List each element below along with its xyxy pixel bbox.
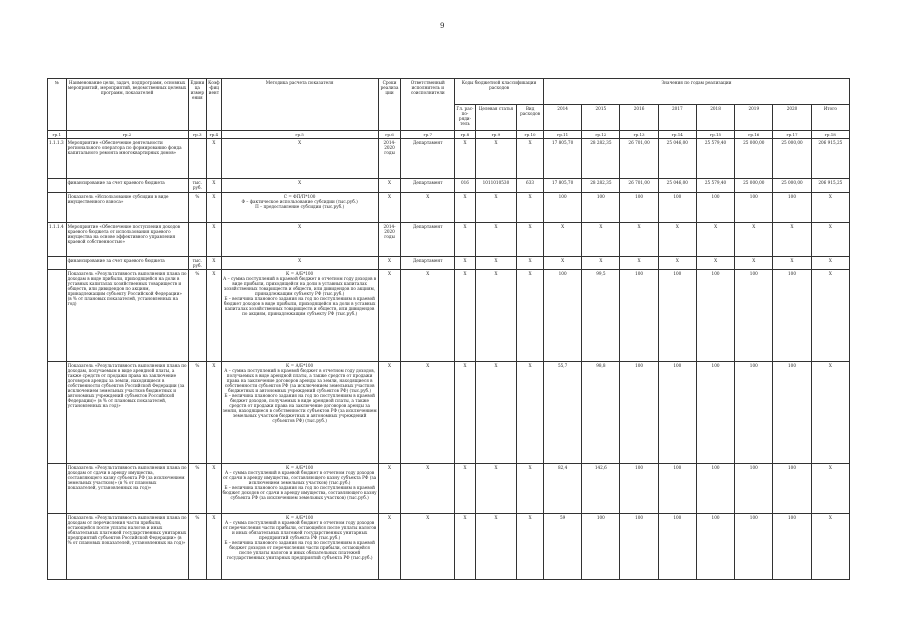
table-row [48, 139, 850, 179]
row-method: С = ФП/П*100 Ф – фактическое использование субсидии (тыс.руб.) П – предоставление субсидии (тыс.руб.) [221, 193, 378, 223]
row-method: X [221, 179, 378, 193]
row-method: К = А/Б*100 А – сумма поступлений в краевой бюджет в отчетном году доходов, получаемых в виде арендной платы, а также средств от продажи права на заключение договоров аренды за земли, находящиеся в собственности субъектов РФ (за исключением земельных участков бюджетных и автономных учреждений субъектов РФ) (тыс.руб.) Б – величина планового задания на год по поступлениям в краевой бюджет доходов, получаемых в виде арендной платы, а также средств от продажи права на заключение договоров аренды за земли, находящиеся в собственности субъектов РФ (за исключением земельных участков бюджетных и автономных учреждений субъектов РФ) (тыс.руб.) [221, 362, 378, 464]
row-coef: X [207, 464, 221, 514]
row-unit [188, 223, 207, 257]
row-value: 59 [544, 514, 582, 580]
row-value: X [658, 223, 696, 257]
row-period: X [378, 464, 401, 514]
row-value: X [544, 223, 582, 257]
header-year: 2018 [696, 105, 734, 131]
row-executor: Департамент [401, 179, 455, 193]
row-value: 100 [696, 362, 734, 464]
row-value: 100 [544, 270, 582, 362]
row-value: 100 [735, 270, 773, 362]
row-num [48, 362, 67, 464]
column-index-cell: гр.11 [544, 131, 582, 139]
row-executor: X [401, 514, 455, 580]
row-code: X [475, 362, 516, 464]
row-executor: X [401, 464, 455, 514]
row-code: X [455, 257, 476, 270]
row-value: 17 805,70 [544, 179, 582, 193]
row-value: 100 [620, 193, 658, 223]
row-coef: X [207, 362, 221, 464]
row-value: X [811, 257, 849, 270]
row-value: 26 701,00 [620, 139, 658, 179]
column-index-row [48, 131, 850, 139]
row-coef: X [207, 514, 221, 580]
table-row [48, 179, 850, 193]
row-num [48, 193, 67, 223]
row-value: 100 [620, 362, 658, 464]
header-period: Сроки реализации [378, 79, 401, 131]
row-method: X [221, 257, 378, 270]
row-code: X [455, 464, 476, 514]
column-index-cell: гр.12 [582, 131, 620, 139]
column-index-cell: гр.9 [475, 131, 516, 139]
row-code: X [475, 193, 516, 223]
row-name: Показатель «Результативность выполнения плана по доходам от перечисления части прибыли, остающейся после уплаты налогов и иных обязательных платежей государственных унитарных предприятий субъектов Российской Федерации» (в % от плановых показателей, установленных на год)» [66, 514, 188, 580]
header-values: Значения по годам реализации [544, 79, 850, 105]
row-unit: % [188, 464, 207, 514]
row-value: 100 [735, 362, 773, 464]
row-method: К = А/Б*100 А – сумма поступлений в краевой бюджет в отчетном году доходов от перечисления части прибыли, остающейся после уплаты налогов и иных обязательных платежей государственных унитарных предприятий субъекта РФ (тыс.руб.) Б – величина планового задания на год по поступлениям в краевой бюджет доходов от перечисления части прибыли, остающейся после уплаты налогов и иных обязательных платежей государственных унитарных предприятий субъекта РФ (тыс.руб.) [221, 514, 378, 580]
header-name: Наименование цели, задач, подпрограмм, основных мероприятий, мероприятий, ведомственных целевых программ, показателей [66, 79, 188, 131]
row-value: 206 915,25 [811, 179, 849, 193]
row-code: 016 [455, 179, 476, 193]
table-row [48, 464, 850, 514]
row-coef: X [207, 257, 221, 270]
row-code: X [475, 270, 516, 362]
row-value: 82,4 [544, 464, 582, 514]
header-year: 2017 [658, 105, 696, 131]
row-name: Показатель «Результативность выполнения плана по доходам в виде прибыли, приходящейся на доли в уставных капиталах хозяйственных товариществ и обществ, или дивидендов по акциям, принадлежащим субъекту Российской Федерации» (в % от плановых показателей, установленных на год) [66, 270, 188, 362]
column-index-cell: гр.7 [401, 131, 455, 139]
row-num [48, 514, 67, 580]
header-year: Итого [811, 105, 849, 131]
row-code: X [475, 464, 516, 514]
row-value: X [811, 193, 849, 223]
table-row [48, 223, 850, 257]
row-code: X [517, 464, 544, 514]
header-codes: Коды бюджетной классификации расходов [455, 79, 544, 105]
row-value: 25 579,40 [696, 139, 734, 179]
row-method: X [221, 223, 378, 257]
column-index-cell: гр.18 [811, 131, 849, 139]
row-method: К = А/Б*100 А – сумма поступлений в краевой бюджет в отчетном году доходов в виде прибыли, приходящейся на доли в уставных капиталах хозяйственных товариществ и обществ, или дивидендов по акциям, принадлежащим субъекту РФ (тыс.руб.) Б – величина планового задания на год по поступлениям в краевой бюджет доходов в виде прибыли, приходящейся на доли в уставных капиталах хозяйственных товариществ и обществ, или дивидендов по акциям, принадлежащим субъекту РФ (тыс.руб.) [221, 270, 378, 362]
row-name: Мероприятие «Обеспечение деятельности регионального оператора по формированию фонда капитального ремонта многоквартирных домов» [66, 139, 188, 179]
row-code: X [455, 193, 476, 223]
row-value: 100 [620, 464, 658, 514]
table-row [48, 193, 850, 223]
column-index-cell: гр.16 [735, 131, 773, 139]
header-year: 2015 [582, 105, 620, 131]
row-unit: % [188, 362, 207, 464]
column-index-cell: гр.17 [773, 131, 811, 139]
row-value: 100 [735, 464, 773, 514]
row-coef: X [207, 193, 221, 223]
header-coef: Коэф-фициент [207, 79, 221, 131]
row-coef: X [207, 270, 221, 362]
row-code: 1011010530 [475, 179, 516, 193]
row-num: 1.1.1.3 [48, 139, 67, 179]
column-index-cell: гр.8 [455, 131, 476, 139]
row-value: X [773, 257, 811, 270]
row-value: 100 [658, 270, 696, 362]
column-index-cell: гр.10 [517, 131, 544, 139]
row-code: X [455, 362, 476, 464]
row-name: Показатель «Использование субсидии в виде имущественного взноса» [66, 193, 188, 223]
row-value: 100 [658, 464, 696, 514]
table-body [48, 79, 850, 580]
row-value: 26 701,00 [620, 179, 658, 193]
row-value: 25 000,00 [773, 179, 811, 193]
row-method: X [221, 139, 378, 179]
row-period: X [378, 193, 401, 223]
row-unit: % [188, 514, 207, 580]
row-name: Показатель «Результативность выполнения плана по доходам от сдачи в аренду имущества, составляющего казну субъекта РФ (за исключением земельных участков)» (в % от плановых показателей, установленных на год)» [66, 464, 188, 514]
row-value: 100 [582, 514, 620, 580]
row-value: 100 [735, 193, 773, 223]
page-number: 9 [440, 22, 445, 30]
row-num [48, 464, 67, 514]
row-value: 99,5 [582, 270, 620, 362]
row-value: 100 [735, 514, 773, 580]
column-index-cell: гр.15 [696, 131, 734, 139]
row-unit: тыс. руб. [188, 257, 207, 270]
row-value: X [620, 223, 658, 257]
row-value: 25 579,40 [696, 179, 734, 193]
row-name: финансирование за счет краевого бюджета [66, 257, 188, 270]
row-name: финансирование за счет краевого бюджета [66, 179, 188, 193]
row-unit: тыс. руб. [188, 179, 207, 193]
header-year: 2014 [544, 105, 582, 131]
table-row [48, 257, 850, 270]
row-value: X [811, 514, 849, 580]
row-code: X [455, 270, 476, 362]
row-value: 100 [773, 270, 811, 362]
row-code: 633 [517, 179, 544, 193]
row-code: X [517, 139, 544, 179]
row-code: X [517, 362, 544, 464]
row-value: 100 [658, 514, 696, 580]
row-period: X [378, 270, 401, 362]
row-value: X [735, 257, 773, 270]
row-period: 2014-2020 годы [378, 139, 401, 179]
row-value: 25 000,00 [735, 139, 773, 179]
header-year: 2016 [620, 105, 658, 131]
program-table [47, 78, 850, 580]
table-row [48, 514, 850, 580]
column-index-cell: гр.6 [378, 131, 401, 139]
row-value: 206 915,25 [811, 139, 849, 179]
row-value: X [811, 270, 849, 362]
row-period: 2014-2020 годы [378, 223, 401, 257]
row-value: 100 [544, 193, 582, 223]
row-coef: X [207, 179, 221, 193]
header-executor: Ответственный исполнитель и соисполнители [401, 79, 455, 131]
row-value: 100 [773, 193, 811, 223]
header-code-sub: Гл. рас-по-ряди-тель [455, 105, 476, 131]
row-value: 100 [696, 193, 734, 223]
row-value: X [620, 257, 658, 270]
column-index-cell: гр.4 [207, 131, 221, 139]
row-executor: Департамент [401, 139, 455, 179]
row-value: 142,6 [582, 464, 620, 514]
row-value: X [658, 257, 696, 270]
row-executor: Департамент [401, 257, 455, 270]
row-executor: X [401, 270, 455, 362]
table-row [48, 362, 850, 464]
row-code: X [455, 223, 476, 257]
row-unit [188, 139, 207, 179]
table-row [48, 270, 850, 362]
row-code: X [475, 139, 516, 179]
row-method: К = А/Б*100 А – сумма поступлений в краевой бюджет в отчетном году доходов от сдачи в аренду имущества, составляющего казну субъекта РФ (за исключением земельных участков) (тыс.руб.) Б – величина планового задания на год по поступлениям в краевой бюджет доходов от сдачи в аренду имущества, составляющего казну субъекта РФ (за исключением земельных участков) (тыс.руб.) [221, 464, 378, 514]
row-value: X [696, 223, 734, 257]
row-code: X [517, 223, 544, 257]
row-code: X [517, 257, 544, 270]
row-num: 1.1.1.4 [48, 223, 67, 257]
row-name: Мероприятие «Обеспечение поступления доходов краевого бюджета от использования краевого имущества на основе эффективного управления краевой собственностью» [66, 223, 188, 257]
row-value: 17 805,70 [544, 139, 582, 179]
row-value: 100 [773, 514, 811, 580]
row-code: X [475, 514, 516, 580]
row-value: X [773, 223, 811, 257]
column-index-cell: гр.3 [188, 131, 207, 139]
row-coef: X [207, 223, 221, 257]
row-period: X [378, 179, 401, 193]
column-index-cell: гр.1 [48, 131, 67, 139]
row-num [48, 270, 67, 362]
row-period: X [378, 257, 401, 270]
row-value: X [582, 223, 620, 257]
row-code: X [517, 514, 544, 580]
column-index-cell: гр.13 [620, 131, 658, 139]
row-period: X [378, 514, 401, 580]
row-value: 25 000,00 [773, 139, 811, 179]
row-value: 100 [658, 362, 696, 464]
row-value: 100 [658, 193, 696, 223]
column-index-cell: гр.2 [66, 131, 188, 139]
row-value: 98,8 [582, 362, 620, 464]
row-coef: X [207, 139, 221, 179]
row-code: X [517, 270, 544, 362]
row-value: X [811, 464, 849, 514]
row-code: X [455, 139, 476, 179]
row-value: 100 [696, 514, 734, 580]
row-executor: Департамент [401, 223, 455, 257]
row-value: 28 282,35 [582, 179, 620, 193]
header-num: № [48, 79, 67, 131]
row-value: 100 [696, 270, 734, 362]
row-value: X [544, 257, 582, 270]
row-value: 55,7 [544, 362, 582, 464]
header-code-sub: Целевая статья [475, 105, 516, 131]
row-executor: X [401, 362, 455, 464]
row-period: X [378, 362, 401, 464]
row-value: 25 000,00 [735, 179, 773, 193]
row-num [48, 179, 67, 193]
row-value: 100 [620, 270, 658, 362]
row-code: X [475, 223, 516, 257]
row-value: 100 [696, 464, 734, 514]
row-unit: % [188, 270, 207, 362]
header-year: 2020 [773, 105, 811, 131]
row-value: 100 [773, 362, 811, 464]
row-code: X [517, 193, 544, 223]
row-value: X [696, 257, 734, 270]
row-value: 25 046,00 [658, 139, 696, 179]
row-code: X [475, 257, 516, 270]
row-value: 28 282,35 [582, 139, 620, 179]
row-unit: % [188, 193, 207, 223]
row-value: 100 [620, 514, 658, 580]
header-unit: Единица измерения [188, 79, 207, 131]
header-method: Методика расчета показателя [221, 79, 378, 131]
row-value: X [582, 257, 620, 270]
row-value: 25 046,00 [658, 179, 696, 193]
header-code-sub: Вид расходов [517, 105, 544, 131]
row-value: 100 [582, 193, 620, 223]
row-num [48, 257, 67, 270]
column-index-cell: гр.14 [658, 131, 696, 139]
row-value: X [811, 223, 849, 257]
row-code: X [455, 514, 476, 580]
header-row [48, 79, 850, 105]
row-value: X [735, 223, 773, 257]
header-year: 2019 [735, 105, 773, 131]
row-value: 100 [773, 464, 811, 514]
column-index-cell: гр.5 [221, 131, 378, 139]
row-executor: X [401, 193, 455, 223]
row-name: Показатель «Результативность выполнения плана по доходам, получаемым в виде арендной платы, а также средств от продажи права на заключение договоров аренды за земли, находящиеся в собственности субъектов Российской Федерации (за исключением земельных участков бюджетных и автономных учреждений субъектов Российской Федерации)» (в % от плановых показателей, установленных на год)» [66, 362, 188, 464]
row-value: X [811, 362, 849, 464]
